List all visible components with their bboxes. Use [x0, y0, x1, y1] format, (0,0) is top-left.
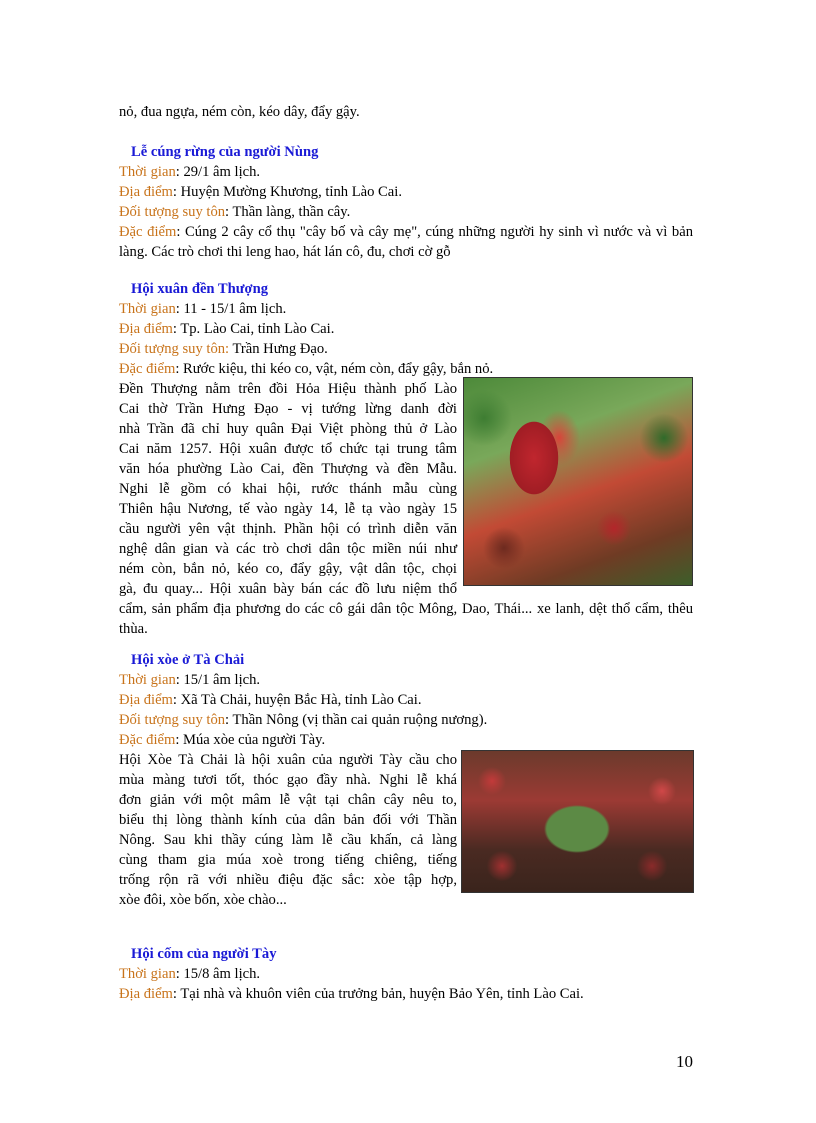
intro-text: [119, 102, 693, 122]
feature-value: : Cúng 2 cây cổ thụ "cây bố và cây mẹ", cúng những người hy sinh vì nước và vì bản làng. Các trò chơi thi leng hao, hát lán cô, đu, chơi cờ gỗ: [119, 224, 694, 260]
place-value: : Huyện Mường Khương, tỉnh Lào Cai.: [172, 184, 402, 200]
worship-value: : Thần làng, thần cây.: [225, 204, 351, 220]
time-label: Thời gian: [119, 966, 176, 982]
body-line: Hội Xòe Tà Chải là hội xuân của người Tày cầu cho: [119, 752, 457, 768]
time-label: Thời gian: [119, 672, 176, 688]
section-le-cung-rung: [119, 142, 693, 262]
section-title: Hội xuân đền Thượng: [131, 281, 269, 297]
time-value: : 15/1 âm lịch.: [175, 672, 261, 688]
page-number: 10: [676, 1052, 693, 1071]
body-line: Nghi lễ gồm có khai hội, rước thánh mẫu cùng: [119, 481, 457, 497]
place-label: Địa điểm: [119, 321, 173, 337]
body-line: Cai năm 1257. Hội xuân được tổ chức tại trung tâm: [119, 441, 457, 457]
body-line: gà, đu quay... Hội xuân bày bán các đồ lưu niệm thổ: [119, 581, 457, 597]
den-thuong-festival-photo: [463, 377, 693, 586]
body-line: văn hóa phường Lào Cai, đền Thượng và đền Mẫu.: [119, 461, 457, 477]
place-value: : Tại nhà và khuôn viên của trưởng bản, huyện Bảo Yên, tỉnh Lào Cai.: [172, 986, 584, 1002]
time-value: : 29/1 âm lịch.: [175, 164, 261, 180]
worship-value: Trần Hưng Đạo.: [229, 341, 328, 357]
feature-value: : Múa xòe của người Tày.: [175, 732, 326, 748]
xoe-dance-photo: [461, 750, 694, 893]
body-line: ném còn, bắn nỏ, kéo co, đẩy gậy, vật dân tộc, chọi: [119, 561, 457, 577]
time-value: : 11 - 15/1 âm lịch.: [175, 301, 287, 317]
body-line: cùng tham gia múa xoè trong tiếng chiêng, tiếng: [119, 852, 457, 868]
body-line: biểu thị lòng thành kính của dân bản đối với Thần: [119, 812, 457, 828]
intro-line: nỏ, đua ngựa, ném còn, kéo dây, đẩy gậy.: [119, 104, 360, 120]
feature-label: Đặc điểm: [119, 361, 176, 377]
feature-value: : Rước kiệu, thi kéo co, vật, ném còn, đẩy gậy, bắn nỏ.: [175, 361, 494, 377]
worship-label: Đối tượng suy tôn: [119, 204, 226, 220]
place-label: Địa điểm: [119, 986, 173, 1002]
place-value: : Tp. Lào Cai, tỉnh Lào Cai.: [172, 321, 335, 337]
body-line: Cai thờ Trần Hưng Đạo - vị tướng lừng danh đời: [119, 401, 457, 417]
place-value: : Xã Tà Chải, huyện Bắc Hà, tỉnh Lào Cai.: [172, 692, 422, 708]
body-line: nhà Trần đã chỉ huy quân Đại Việt phòng thủ ở Lào: [119, 421, 457, 437]
body-line: Nông. Sau khi thầy cúng làm lễ cầu khấn, cả làng: [119, 832, 457, 848]
feature-label: Đặc điểm: [119, 224, 177, 240]
body-line: xòe đôi, xòe bốn, xòe chào...: [119, 892, 287, 908]
worship-label: Đối tượng suy tôn: [119, 712, 226, 728]
body-line: mùa màng tươi tốt, thóc gạo đầy nhà. Nghi lễ khá: [119, 772, 457, 788]
section-title: Hội cốm của người Tày: [131, 946, 277, 962]
section-hoi-com: [119, 944, 693, 1004]
body-tail: cẩm, sản phẩm địa phương do các cô gái dân tộc Mông, Dao, Thái... xe lanh, dệt thổ cẩm, thêu thùa.: [119, 601, 693, 637]
time-value: : 15/8 âm lịch.: [175, 966, 261, 982]
body-line: nghệ dân gian và các trò chơi dân tộc miền núi như: [119, 541, 457, 557]
body-line: đơn giản với một mâm lễ vật tại chân cây nêu to,: [119, 792, 457, 808]
section-title: Lễ cúng rừng của người Nùng: [131, 144, 319, 160]
section-body: [119, 379, 457, 599]
place-label: Địa điểm: [119, 692, 173, 708]
body-line: trống rộn rã với nhiều điệu đặc sắc: xòe tập hợp,: [119, 872, 457, 888]
worship-label: Đối tượng suy tôn:: [119, 341, 230, 357]
section-title: Hội xòe ở Tà Chải: [131, 652, 245, 668]
worship-value: : Thần Nông (vị thần cai quản ruộng nương).: [225, 712, 488, 728]
body-line: Thiên hậu Nương, tế vào ngày 14, lễ tạ vào ngày 15: [119, 501, 457, 517]
feature-label: Đặc điểm: [119, 732, 176, 748]
time-label: Thời gian: [119, 301, 176, 317]
section-body: [119, 750, 457, 910]
body-line: cầu người yên vật thịnh. Phần hội có trình diễn văn: [119, 521, 457, 537]
place-label: Địa điểm: [119, 184, 173, 200]
time-label: Thời gian: [119, 164, 176, 180]
body-line: Đền Thượng nằm trên đồi Hỏa Hiệu thành phố Lào: [119, 381, 457, 397]
